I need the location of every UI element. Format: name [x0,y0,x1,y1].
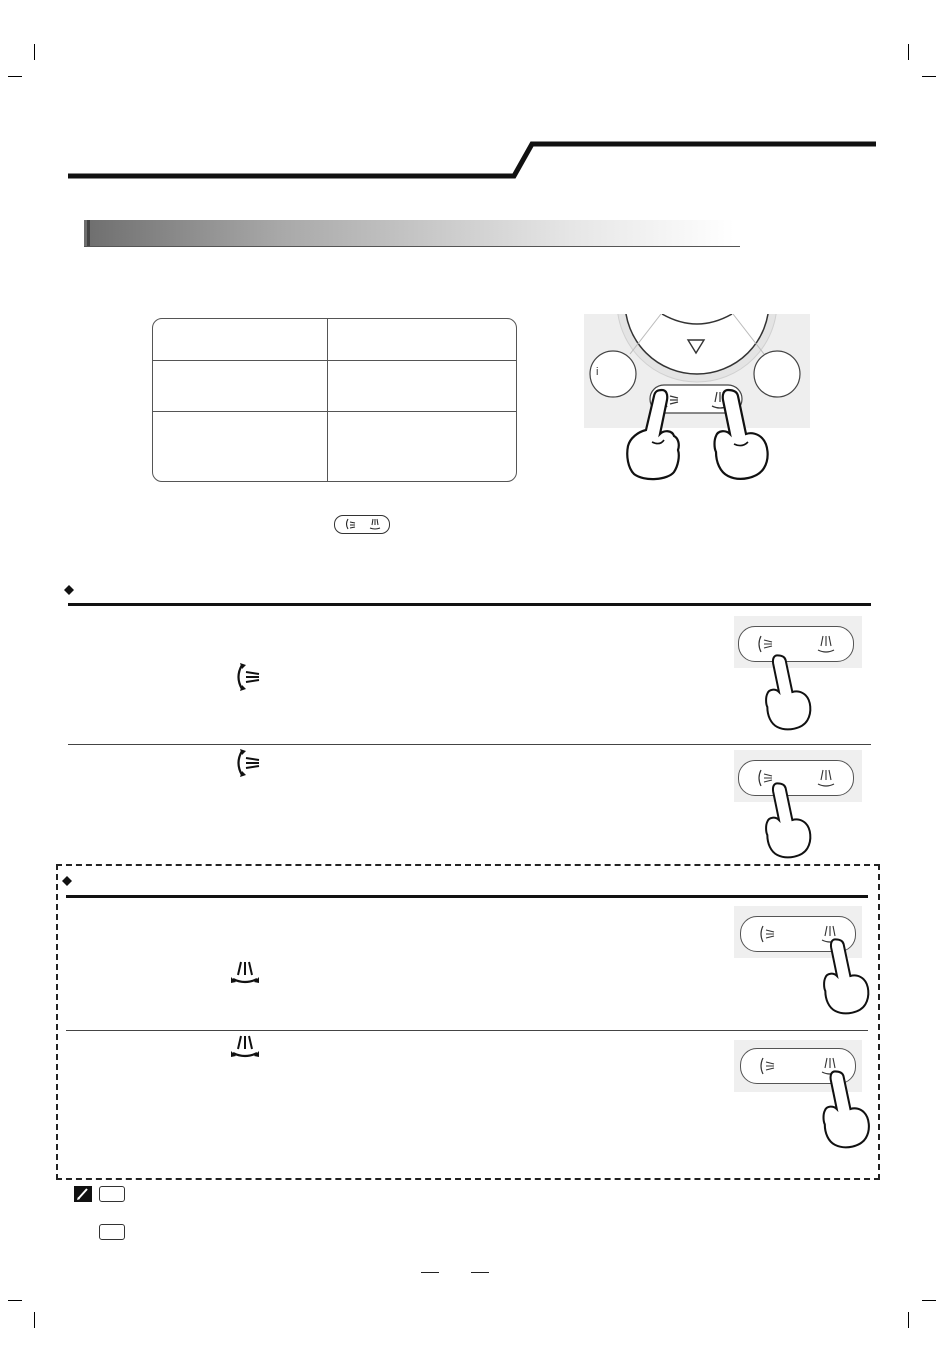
horizontal-airflow-swing-icon [230,960,260,986]
horizontal-airflow-swing-icon [816,634,836,654]
table-row-divider [152,411,516,412]
note-label-box [99,1224,125,1240]
pointing-hand-icon [624,386,684,482]
vertical-airflow-swing-icon [235,662,261,692]
crop-mark [908,1312,909,1328]
pointing-hand-icon [712,386,772,482]
section-bullet-icon [64,585,74,595]
vertical-airflow-swing-icon [758,1056,778,1076]
vertical-airflow-swing-icon [756,634,776,654]
pointing-hand-icon [820,936,874,1016]
pointing-hand-icon [820,1068,874,1150]
note-label-box [99,1186,125,1202]
page-number-mark [471,1272,489,1273]
divider-line [68,744,871,745]
airflow-table [152,318,517,482]
section-rule [66,895,868,898]
crop-mark [34,1312,35,1328]
crop-mark [922,1300,936,1301]
triangle-down-icon [686,338,706,356]
pointing-hand-icon [762,652,816,732]
pencil-note-icon [74,1186,92,1202]
table-row-divider [152,360,516,361]
section-title-underline [84,246,740,247]
section-title-bar [84,220,734,246]
section-bullet-icon [62,876,72,886]
horizontal-airflow-swing-icon [230,1034,260,1060]
remote-control-illustration [584,314,810,428]
horizontal-airflow-swing-icon [816,768,836,788]
section-rule [68,603,871,606]
horizontal-airflow-swing-icon [369,518,381,530]
crop-mark [8,1300,22,1301]
pointing-hand-icon [762,780,816,860]
swing-buttons-inline-symbol [334,515,390,534]
header-rule [0,0,950,200]
vertical-airflow-swing-icon [235,748,261,778]
page-number-mark [421,1272,439,1273]
vertical-airflow-swing-icon [758,924,778,944]
info-button[interactable]: i [596,366,599,378]
vertical-airflow-swing-icon [345,518,357,530]
table-column-divider [327,318,328,482]
divider-line [66,1030,868,1031]
